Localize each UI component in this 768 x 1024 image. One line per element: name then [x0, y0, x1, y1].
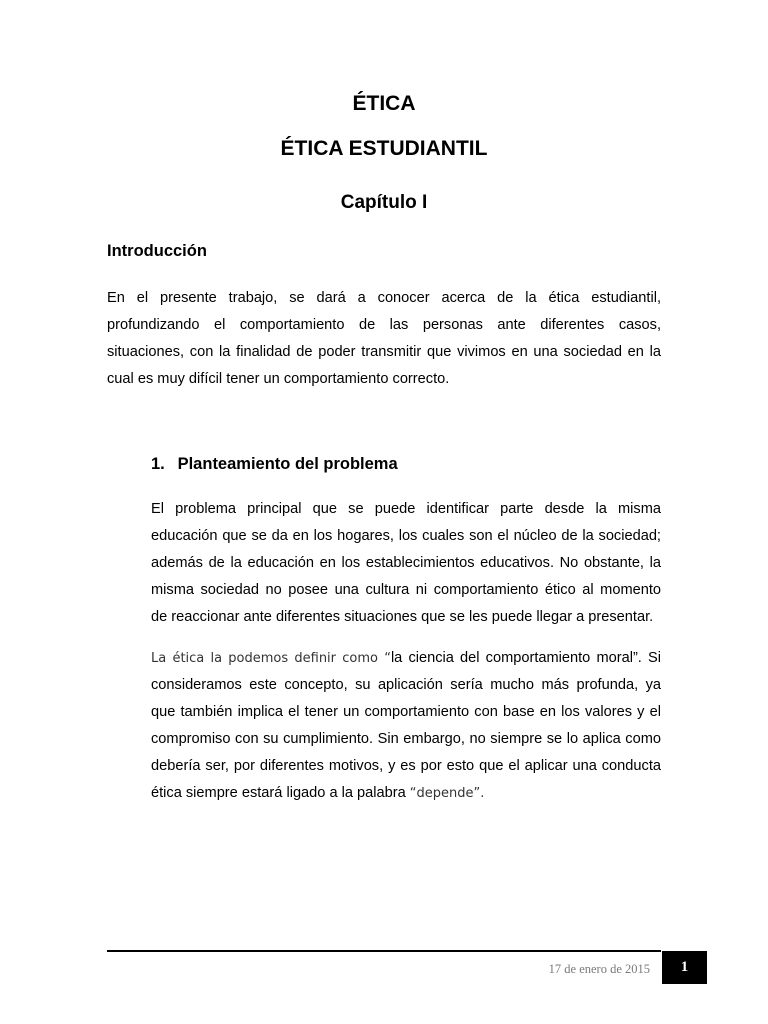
footer-date: 17 de enero de 2015 [548, 962, 650, 976]
paragraph-line: que también implica el tener un comportamiento con base en los valores y el [151, 704, 661, 720]
intro-line: profundizando el comportamiento de las personas ante diferentes casos, [107, 317, 661, 333]
intro-line: cual es muy difícil tener un comportamiento correcto. [107, 371, 450, 387]
paragraph-line [151, 645, 661, 672]
intro-heading: Introducción [107, 242, 207, 260]
chapter-heading: Capítulo I [340, 192, 428, 213]
document-subtitle: ÉTICA ESTUDIANTIL [280, 137, 488, 160]
intro-paragraph [107, 285, 661, 393]
problem-paragraph-1 [151, 496, 661, 631]
depende-word: “depende”. [409, 786, 485, 801]
page-number-badge [662, 951, 707, 984]
intro-line: En el presente trabajo, se dará a conocer acerca de la ética estudiantil, [107, 290, 661, 306]
paragraph-line: El problema principal que se puede identificar parte desde la misma [151, 501, 661, 517]
definition-quote: la ciencia del comportamiento moral”. Si [390, 650, 661, 666]
paragraph-line: de reaccionar ante diferentes situaciones que se les puede llegar a presentar. [151, 609, 654, 625]
footer-divider [107, 950, 661, 952]
paragraph-line: consideramos este concepto, su aplicación sería mucho más profunda, ya [151, 677, 661, 693]
paragraph-line: además de la educación en los establecimientos educativos. No obstante, la [151, 555, 661, 571]
section-heading [151, 455, 398, 474]
section-title: Planteamiento del problema [177, 455, 398, 473]
paragraph-line: misma sociedad no posee una cultura ni comportamiento ético al momento [151, 582, 661, 598]
problem-paragraph-2 [151, 645, 661, 807]
paragraph-line: debería ser, por diferentes motivos, y es por esto que el aplicar una conducta [151, 758, 661, 774]
paragraph-line [151, 780, 661, 807]
document-title: ÉTICA [352, 92, 416, 115]
page-number: 1 [680, 959, 689, 975]
closing-text: ética siempre estará ligado a la palabra [151, 785, 410, 801]
intro-line: situaciones, con la finalidad de poder transmitir que vivimos en una sociedad en la [107, 344, 661, 360]
paragraph-line: educación que se da en los hogares, los cuales son el núcleo de la sociedad; [151, 528, 661, 544]
definition-lead-text: La ética la podemos definir como “ [151, 651, 391, 666]
paragraph-line: compromiso con su cumplimiento. Sin embargo, no siempre se lo aplica como [151, 731, 661, 747]
section-number: 1. [151, 455, 165, 473]
